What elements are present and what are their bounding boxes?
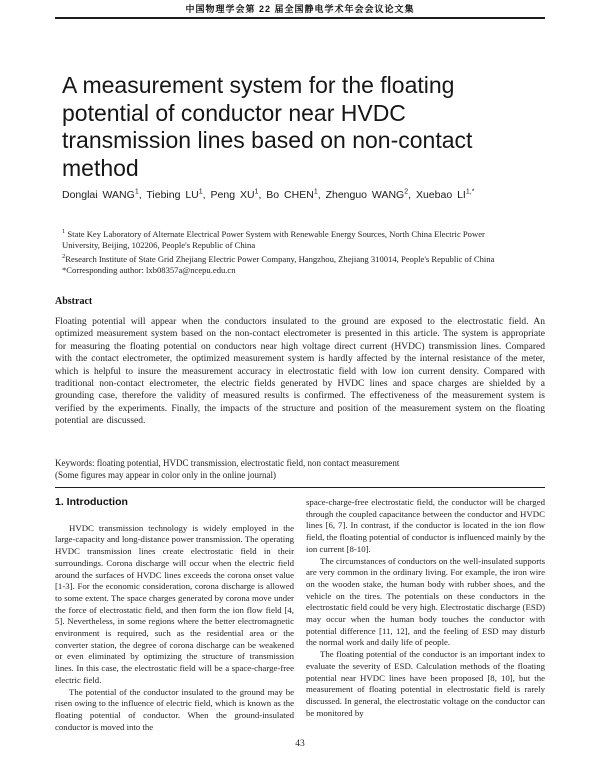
affiliation-line: $^1$ State Key Laboratory of Alternate Electrical Power System with Renewable Energy Sources, North China Electric Power University, Beijing, 102206, People's Republic of China [62, 228, 485, 251]
author: Bo CHEN$^1$, [266, 188, 326, 201]
color-availability-note: (Some figures may appear in color only in the online journal) [55, 470, 276, 480]
author: Xuebao $LI^{1,*}$ [415, 188, 475, 201]
running-header: 中国物理学会第 22 届全国静电学术年会会议论文集 [185, 4, 415, 14]
author: Peng $XU^1$, [210, 188, 267, 201]
keywords-line: Keywords: floating potential, HVDC transmission, electrostatic field, non contact measurement [55, 458, 400, 468]
intro-right-column [306, 497, 545, 719]
author: Zhenguo WANG$^2$, [325, 188, 416, 201]
intro-left-column [55, 497, 294, 733]
abstract-body: Floating potential will appear when the conductors insulated to the ground are exposed to the electrostatic field. An optimized measurement system based on the non-contact electrometer is presented in this article. The system is appropriate for measuring the floating potential on conductors near high voltage direct current (HVDC) transmission lines. Compared with the contact electrometer, the optimized measurement system is hardly affected by the internal resistance of the meter, which is helpful to insure the measurement accuracy in electrostatic field with low ion current density. Compared with traditional non-contact electrometer, the electric fields generated by HVDC lines and space charges are shielded by a grounding case, therefore the validity of measured results is confirmed. The effectiveness of the measurement system is verified by the experiments. Finally, the impacts of the structure and position of the measurement system on the floating potential are discussed. [55, 317, 545, 427]
affiliation-line: $^2$Research Institute of State Grid Zhejiang Electric Power Company, Hangzhou, Zhejiang 310014, People's Republic of China [62, 253, 495, 265]
intro-paragraph: space-charge-free electrostatic field, the conductor will be charged through the coupled capacitance between the conductor and HVDC lines [6, 7]. In contrast, if the conductor is located in the ion flow field, the floating potential of conductor is influenced mainly by the ion current [8-10]. [306, 497, 545, 554]
author: Donglai WANG$^1$, [62, 188, 147, 201]
affiliation-list [62, 226, 507, 277]
intro-paragraph: HVDC transmission technology is widely employed in the large-capacity and long-distance power transmission. The operating HVDC transmission lines create electrostatic field in their surroundings. Corona discharge will occur when the electric field around the surfaces of HVDC lines exceeds the corona onset value [1-3]. For the economic consideration, corona discharge is allowed to some extent. The space charges generated by corona move under the force of electrostatic field, and then form the ion flow field [4, 5]. Nevertheless, in some regions where the better electromagnetic environment is required, such as the residential area or the converter station, the degree of corona discharge can be weakened or even eliminated by optimizing the structure of transmission lines. In this case, the electrostatic field will be a space-charge-free electric field. [55, 522, 294, 685]
abstract-heading: Abstract [55, 296, 93, 307]
header-rule [55, 17, 545, 19]
author: Tiebing $LU^1$, [146, 188, 211, 201]
section-divider-rule [55, 487, 545, 488]
paper-title: A measurement system for the floating potential of conductor near HVDC transmission lines based on non-contact method [62, 72, 473, 181]
affiliation-line: *Corresponding author: lxb08357a@ncepu.edu.cn [62, 265, 236, 276]
author-list [62, 185, 512, 202]
introduction-heading: 1. Introduction [55, 496, 128, 508]
intro-paragraph: The circumstances of conductors on the well-insulated supports are very common in the ordinary living. For example, the iron wire on the wooden stake, the human body with rubber shoes, and the vehicle on the tires. The potentials on these conductors in the electrostatic field could be very high. Electrostatic discharge (ESD) may occur when the human body touches the conductor with potential difference [11, 12], and the feeling of ESD may disturb the normal work and daily life of people. [306, 555, 545, 648]
page-number: 43 [295, 739, 305, 749]
intro-paragraph: The potential of the conductor insulated to the ground may be risen owing to the influence of electric field, which is known as the floating potential of conductor. When the ground-insulated conductor is moved into the [55, 686, 294, 732]
intro-paragraph: The floating potential of the conductor is an important index to evaluate the severity of ESD. Calculation methods of the floating potential near HVDC lines have been proposed [8, 10], but the measurement of floating potential in electrostatic field is rarely discussed. In general, the electrostatic voltage on the conductor can be monitored by [306, 649, 545, 718]
